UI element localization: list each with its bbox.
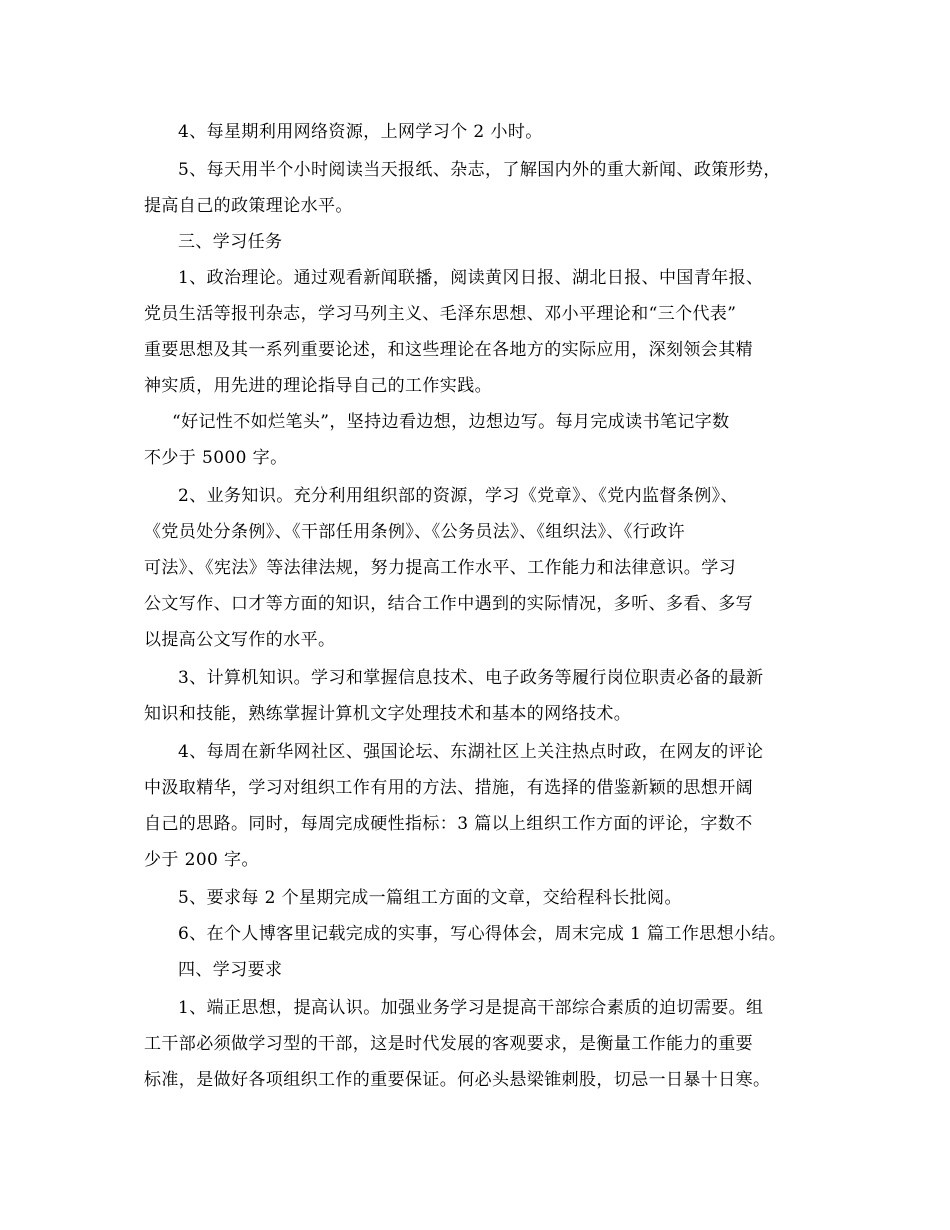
text-line-7: 重要思想及其一系列重要论述，和这些理论在各地方的实际应用，深刻领会其精 bbox=[144, 340, 753, 360]
text-line-22: 5、要求每 2 个星期完成一篇组工方面的文章，交给程科长批阅。 bbox=[178, 888, 682, 908]
text-line-9: “好记性不如烂笔头”，坚持边看边想，边想边写。每月完成读书笔记字数 bbox=[172, 412, 730, 432]
text-line-21: 少于 200 字。 bbox=[144, 850, 259, 870]
text-line-1: 4、每星期利用网络资源，上网学习个 2 小时。 bbox=[178, 122, 543, 142]
text-line-26: 工干部必须做学习型的干部，这是时代发展的客观要求，是衡量工作能力的重要 bbox=[144, 1034, 753, 1054]
text-line-17: 知识和技能，熟练掌握计算机文字处理技术和基本的网络技术。 bbox=[144, 704, 632, 724]
text-line-12: 《党员处分条例》、《干部任用条例》、《公务员法》、《组织法》、《行政许 bbox=[144, 522, 685, 542]
text-line-23: 6、在个人博客里记载完成的实事，写心得体会，周末完成 1 篇工作思想小结。 bbox=[178, 924, 787, 944]
text-line-5: 1、政治理论。通过观看新闻联播，阅读黄冈日报、湖北日报、中国青年报、 bbox=[178, 268, 764, 288]
text-line-14: 公文写作、口才等方面的知识，结合工作中遇到的实际情况，多听、多看、多写 bbox=[144, 594, 753, 614]
text-line-11: 2、业务知识。充分利用组织部的资源，学习《党章》、《党内监督条例》、 bbox=[178, 486, 738, 506]
text-line-18: 4、每周在新华网社区、强国论坛、东湖社区上关注热点时政，在网友的评论 bbox=[178, 742, 764, 762]
text-line-27: 标准，是做好各项组织工作的重要保证。何必头悬梁锥刺股，切忌一日暴十日寒。 bbox=[144, 1070, 771, 1090]
section-heading-3: 三、学习任务 bbox=[178, 232, 283, 252]
text-line-13: 可法》、《宪法》等法律法规，努力提高工作水平、工作能力和法律意识。学习 bbox=[144, 558, 736, 578]
text-line-19: 中汲取精华，学习对组织工作有用的方法、措施，有选择的借鉴新颖的思想开阔 bbox=[144, 778, 753, 798]
text-line-25: 1、端正思想，提高认识。加强业务学习是提高干部综合素质的迫切需要。组 bbox=[178, 998, 764, 1018]
text-line-8: 神实质，用先进的理论指导自己的工作实践。 bbox=[144, 376, 492, 396]
section-heading-4: 四、学习要求 bbox=[178, 960, 283, 980]
text-line-16: 3、计算机知识。学习和掌握信息技术、电子政务等履行岗位职责必备的最新 bbox=[178, 668, 764, 688]
text-line-10: 不少于 5000 字。 bbox=[144, 448, 288, 468]
text-line-3: 提高自己的政策理论水平。 bbox=[144, 196, 353, 216]
text-line-15: 以提高公文写作的水平。 bbox=[144, 630, 336, 650]
text-line-20: 自己的思路。同时，每周完成硬性指标：3 篇以上组织工作方面的评论，字数不 bbox=[144, 814, 753, 834]
text-line-6: 党员生活等报刊杂志，学习马列主义、毛泽东思想、邓小平理论和“三个代表” bbox=[144, 304, 737, 324]
text-line-2: 5、每天用半个小时阅读当天报纸、杂志，了解国内外的重大新闻、政策形势， bbox=[178, 160, 781, 180]
